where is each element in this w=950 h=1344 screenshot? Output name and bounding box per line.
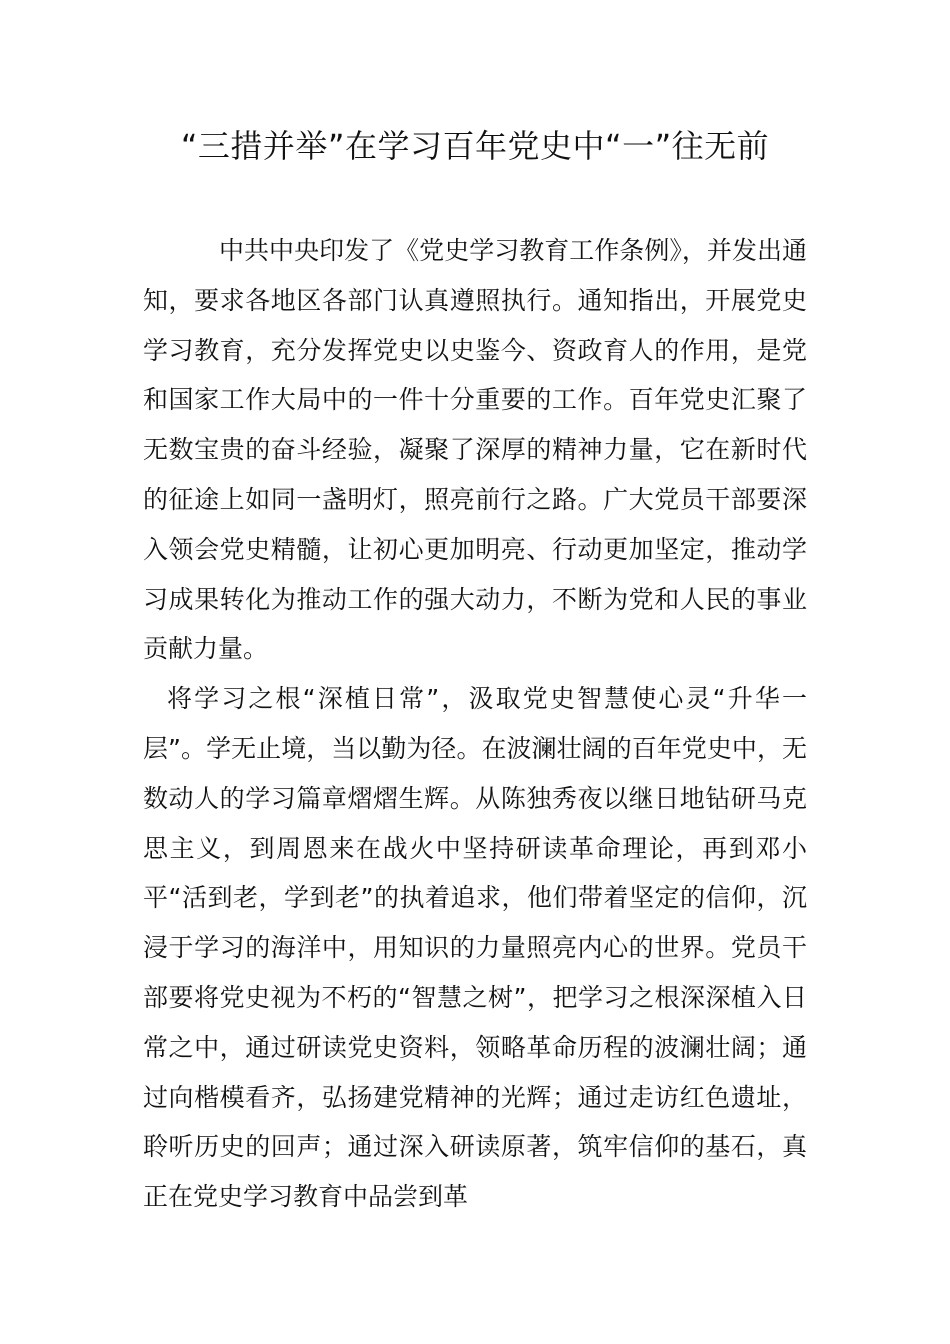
paragraph-intro: 中共中央印发了《党史学习教育工作条例》，并发出通知，要求各地区各部门认真遵照执行。通知指出，开展党史学习教育，充分发挥党史以史鉴今、资政育人的作用，是党和国家工作大局中的一件十分重要的工作。百年党史汇聚了无数宝贵的奋斗经验，凝聚了深厚的精神力量，它在新时代的征途上如同一盏明灯，照亮前行之路。广大党员干部要深入领会党史精髓，让初心更加明亮、行动更加坚定，推动学习成果转化为推动工作的强大动力，不断为党和人民的事业贡献力量。 bbox=[143, 236, 807, 664]
paragraph-study-roots: 将学习之根“深植日常”，汲取党史智慧使心灵“升华一层”。学无止境，当以勤为径。在波澜壮阔的百年党史中，无数动人的学习篇章熠熠生辉。从陈独秀夜以继日地钻研马克思主义，到周恩来在战火中坚持研读革命理论，再到邓小平“活到老，学到老”的执着追求，他们带着坚定的信仰，沉浸于学习的海洋中，用知识的力量照亮内心的世界。党员干部要将党史视为不朽的“智慧之树”，把学习之根深深植入日常之中，通过研读党史资料，领略革命历程的波澜壮阔；通过向楷模看齐，弘扬建党精神的光辉；通过走访红色遗址，聆听历史的回声；通过深入研读原著，筑牢信仰的基石，真正在党史学习教育中品尝到革 bbox=[143, 684, 807, 1212]
document-body bbox=[143, 226, 807, 1222]
document-title: “三措并举”在学习百年党史中“一”往无前 bbox=[180, 127, 770, 165]
